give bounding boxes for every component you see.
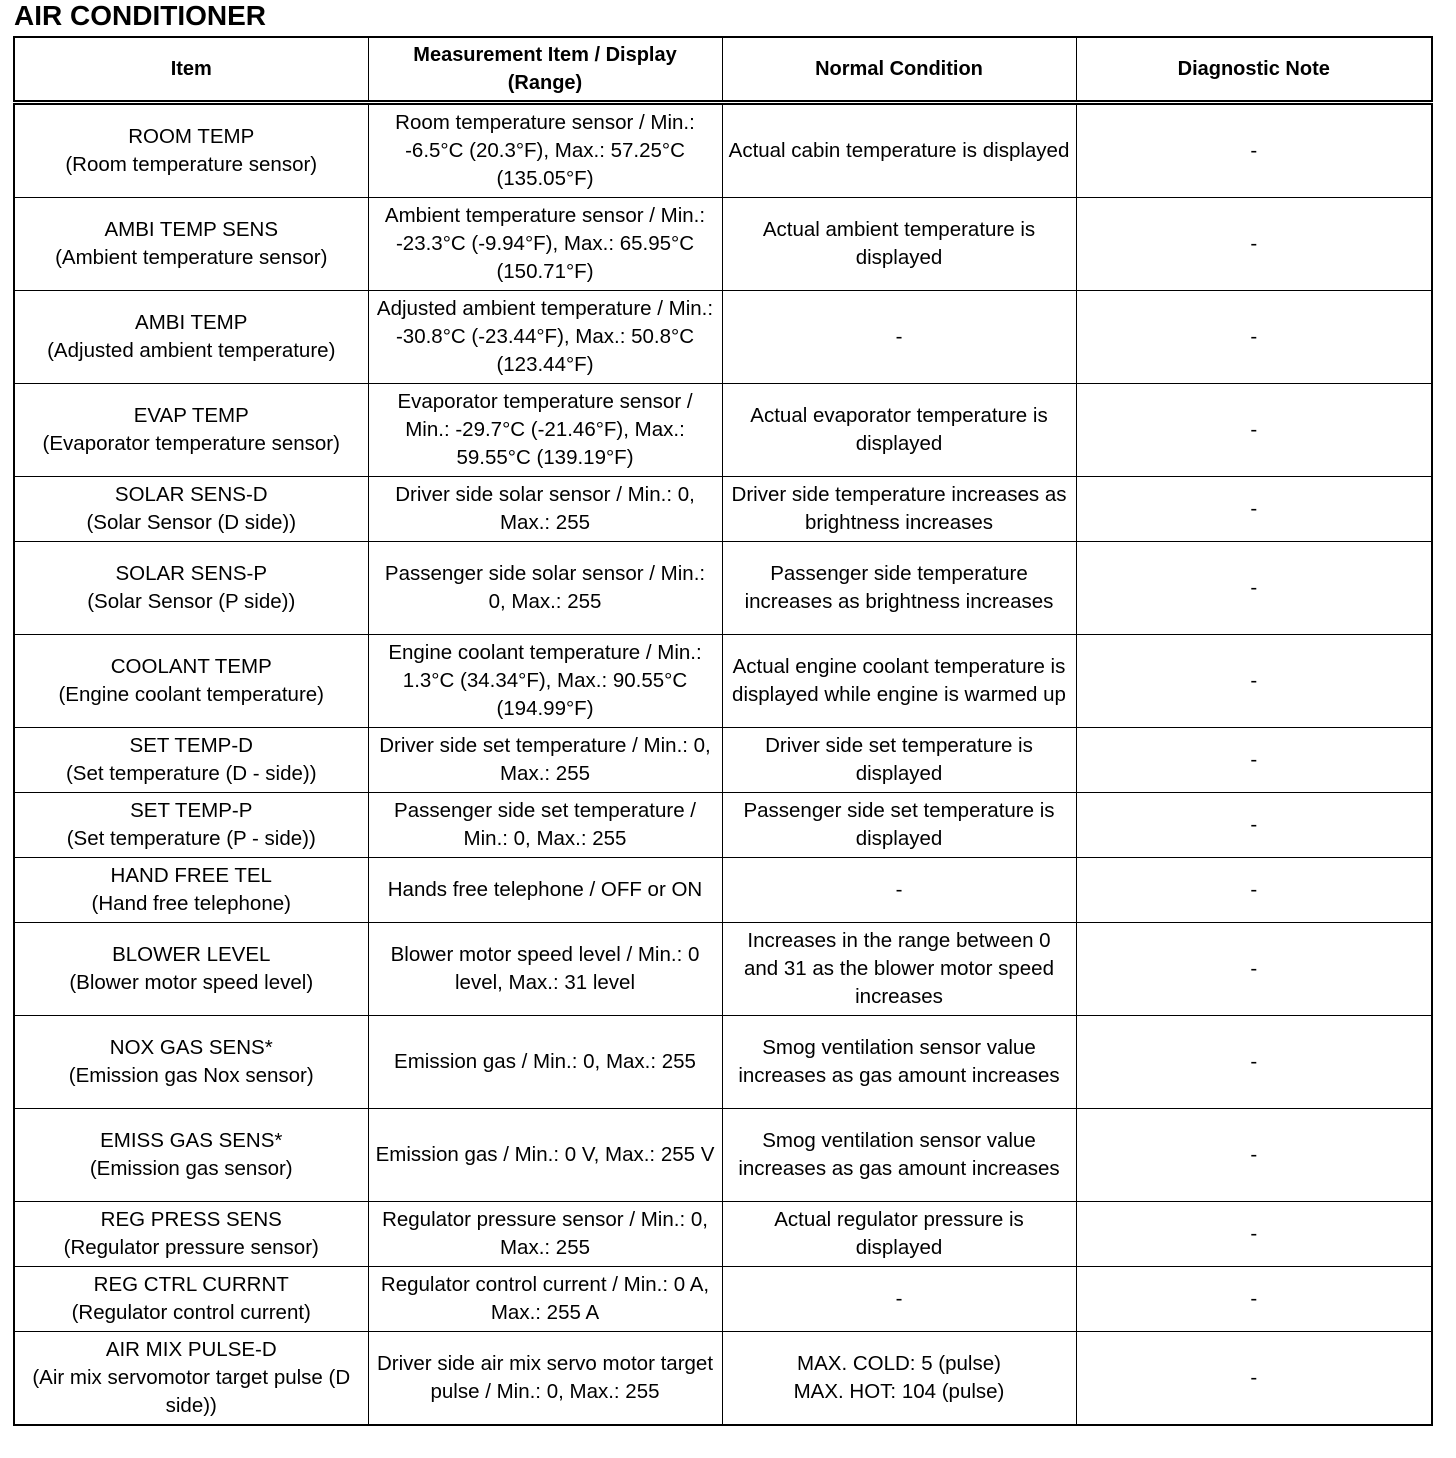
item-name: SOLAR SENS-D (114, 483, 268, 506)
item-name: AIR MIX PULSE-D (105, 1338, 277, 1361)
measurement-cell: Room temperature sensor / Min.: -6.5°C (20.3°F), Max.: 57.25°C (135.05°F) (368, 103, 722, 198)
item-cell (14, 1332, 368, 1426)
table-row (14, 923, 1432, 1016)
measurement-cell: Driver side solar sensor / Min.: 0, Max.: 255 (368, 477, 722, 542)
normal-condition-cell (722, 1332, 1076, 1426)
normal-condition-line2: MAX. HOT: 104 (pulse) (793, 1380, 1005, 1403)
normal-condition-line1: MAX. COLD: 5 (pulse) (797, 1352, 1001, 1375)
diagnostic-note-cell: - (1076, 923, 1432, 1016)
table-row (14, 1109, 1432, 1202)
diagnostic-note-cell: - (1076, 858, 1432, 923)
header-item: Item (14, 37, 368, 103)
normal-condition-cell: Driver side set temperature is displayed (722, 728, 1076, 793)
header-measurement-line1: Measurement Item / Display (413, 44, 677, 66)
measurement-cell: Evaporator temperature sensor / Min.: -29.7°C (-21.46°F), Max.: 59.55°C (139.19°F) (368, 384, 722, 477)
item-description: (Solar Sensor (P side)) (87, 590, 296, 613)
item-description: (Solar Sensor (D side)) (86, 511, 297, 534)
table-row (14, 291, 1432, 384)
item-name: NOX GAS SENS* (109, 1036, 273, 1059)
normal-condition-cell: Actual evaporator temperature is displayed (722, 384, 1076, 477)
normal-condition-cell: Smog ventilation sensor value increases as gas amount increases (722, 1016, 1076, 1109)
air-conditioner-table (13, 36, 1433, 1426)
measurement-cell: Blower motor speed level / Min.: 0 level, Max.: 31 level (368, 923, 722, 1016)
item-description: (Engine coolant temperature) (58, 683, 324, 706)
measurement-cell: Passenger side set temperature / Min.: 0, Max.: 255 (368, 793, 722, 858)
item-name: EVAP TEMP (133, 404, 249, 427)
diagnostic-note-cell: - (1076, 728, 1432, 793)
table-row (14, 1267, 1432, 1332)
diagnostic-note-cell: - (1076, 1202, 1432, 1267)
normal-condition-cell: Passenger side temperature increases as brightness increases (722, 542, 1076, 635)
header-measurement (368, 37, 722, 103)
item-name: REG CTRL CURRNT (93, 1273, 289, 1296)
normal-condition-cell: Smog ventilation sensor value increases as gas amount increases (722, 1109, 1076, 1202)
item-name: SET TEMP-P (130, 799, 253, 822)
item-cell (14, 1267, 368, 1332)
diagnostic-note-cell: - (1076, 1109, 1432, 1202)
item-cell (14, 728, 368, 793)
header-measurement-line2: (Range) (507, 72, 583, 94)
item-description: (Set temperature (D - side)) (65, 762, 317, 785)
measurement-cell: Driver side set temperature / Min.: 0, Max.: 255 (368, 728, 722, 793)
table-row (14, 1202, 1432, 1267)
item-description: (Regulator control current) (71, 1301, 311, 1324)
diagnostic-note-cell: - (1076, 1267, 1432, 1332)
normal-condition-cell: Actual cabin temperature is displayed (722, 103, 1076, 198)
table-row (14, 1332, 1432, 1426)
table-row (14, 635, 1432, 728)
diagnostic-note-cell: - (1076, 477, 1432, 542)
item-name: AMBI TEMP (135, 311, 248, 334)
item-cell (14, 1016, 368, 1109)
table-row (14, 542, 1432, 635)
measurement-cell: Driver side air mix servo motor target pulse / Min.: 0, Max.: 255 (368, 1332, 722, 1426)
item-name: REG PRESS SENS (100, 1208, 282, 1231)
measurement-cell: Engine coolant temperature / Min.: 1.3°C (34.34°F), Max.: 90.55°C (194.99°F) (368, 635, 722, 728)
measurement-cell: Passenger side solar sensor / Min.: 0, Max.: 255 (368, 542, 722, 635)
normal-condition-cell: Increases in the range between 0 and 31 as the blower motor speed increases (722, 923, 1076, 1016)
measurement-cell: Emission gas / Min.: 0, Max.: 255 (368, 1016, 722, 1109)
item-description: (Adjusted ambient temperature) (47, 339, 336, 362)
item-description: (Emission gas sensor) (89, 1157, 293, 1180)
table-row (14, 728, 1432, 793)
item-description: (Regulator pressure sensor) (63, 1236, 319, 1259)
diagnostic-note-cell: - (1076, 635, 1432, 728)
table-row (14, 858, 1432, 923)
diagnostic-note-cell: - (1076, 1332, 1432, 1426)
table-row (14, 384, 1432, 477)
header-normal-condition: Normal Condition (722, 37, 1076, 103)
normal-condition-cell: - (722, 291, 1076, 384)
item-cell (14, 198, 368, 291)
normal-condition-cell: Actual regulator pressure is displayed (722, 1202, 1076, 1267)
normal-condition-cell: Actual engine coolant temperature is displayed while engine is warmed up (722, 635, 1076, 728)
measurement-cell: Regulator pressure sensor / Min.: 0, Max.: 255 (368, 1202, 722, 1267)
normal-condition-cell: Actual ambient temperature is displayed (722, 198, 1076, 291)
item-cell (14, 1202, 368, 1267)
table-row (14, 198, 1432, 291)
diagnostic-note-cell: - (1076, 542, 1432, 635)
item-description: (Blower motor speed level) (69, 971, 314, 994)
item-name: ROOM TEMP (128, 125, 255, 148)
item-description: (Evaporator temperature sensor) (42, 432, 340, 455)
item-description: (Set temperature (P - side)) (66, 827, 316, 850)
measurement-cell: Regulator control current / Min.: 0 A, Max.: 255 A (368, 1267, 722, 1332)
diagnostic-note-cell: - (1076, 793, 1432, 858)
item-name: BLOWER LEVEL (112, 943, 271, 966)
item-description: (Emission gas Nox sensor) (68, 1064, 314, 1087)
header-diagnostic-note: Diagnostic Note (1076, 37, 1432, 103)
normal-condition-cell: Passenger side set temperature is displayed (722, 793, 1076, 858)
table-row (14, 1016, 1432, 1109)
item-cell (14, 477, 368, 542)
item-description: (Air mix servomotor target pulse (D side)) (32, 1366, 351, 1417)
measurement-cell: Adjusted ambient temperature / Min.: -30.8°C (-23.44°F), Max.: 50.8°C (123.44°F) (368, 291, 722, 384)
table-row (14, 793, 1432, 858)
page-title: AIR CONDITIONER (14, 0, 266, 31)
item-cell (14, 635, 368, 728)
item-cell (14, 384, 368, 477)
diagnostic-note-cell: - (1076, 384, 1432, 477)
item-cell (14, 291, 368, 384)
item-description: (Ambient temperature sensor) (55, 246, 328, 269)
item-cell (14, 793, 368, 858)
item-name: AMBI TEMP SENS (104, 218, 279, 241)
item-cell (14, 923, 368, 1016)
measurement-cell: Ambient temperature sensor / Min.: -23.3°C (-9.94°F), Max.: 65.95°C (150.71°F) (368, 198, 722, 291)
normal-condition-cell: Driver side temperature increases as brightness increases (722, 477, 1076, 542)
diagnostic-note-cell: - (1076, 103, 1432, 198)
measurement-cell: Hands free telephone / OFF or ON (368, 858, 722, 923)
item-cell (14, 103, 368, 198)
item-name: COOLANT TEMP (110, 655, 272, 678)
item-description: (Room temperature sensor) (65, 153, 318, 176)
normal-condition-cell: - (722, 858, 1076, 923)
diagnostic-note-cell: - (1076, 291, 1432, 384)
diagnostic-note-cell: - (1076, 198, 1432, 291)
item-description: (Hand free telephone) (91, 892, 291, 915)
table-row (14, 477, 1432, 542)
item-name: EMISS GAS SENS* (100, 1129, 283, 1152)
item-cell (14, 858, 368, 923)
item-name: SET TEMP-D (129, 734, 253, 757)
measurement-cell: Emission gas / Min.: 0 V, Max.: 255 V (368, 1109, 722, 1202)
item-cell (14, 1109, 368, 1202)
diagnostic-note-cell: - (1076, 1016, 1432, 1109)
item-name: SOLAR SENS-P (115, 562, 268, 585)
table-header-row (14, 37, 1432, 103)
normal-condition-cell: - (722, 1267, 1076, 1332)
table-row (14, 103, 1432, 198)
item-cell (14, 542, 368, 635)
item-name: HAND FREE TEL (110, 864, 272, 887)
